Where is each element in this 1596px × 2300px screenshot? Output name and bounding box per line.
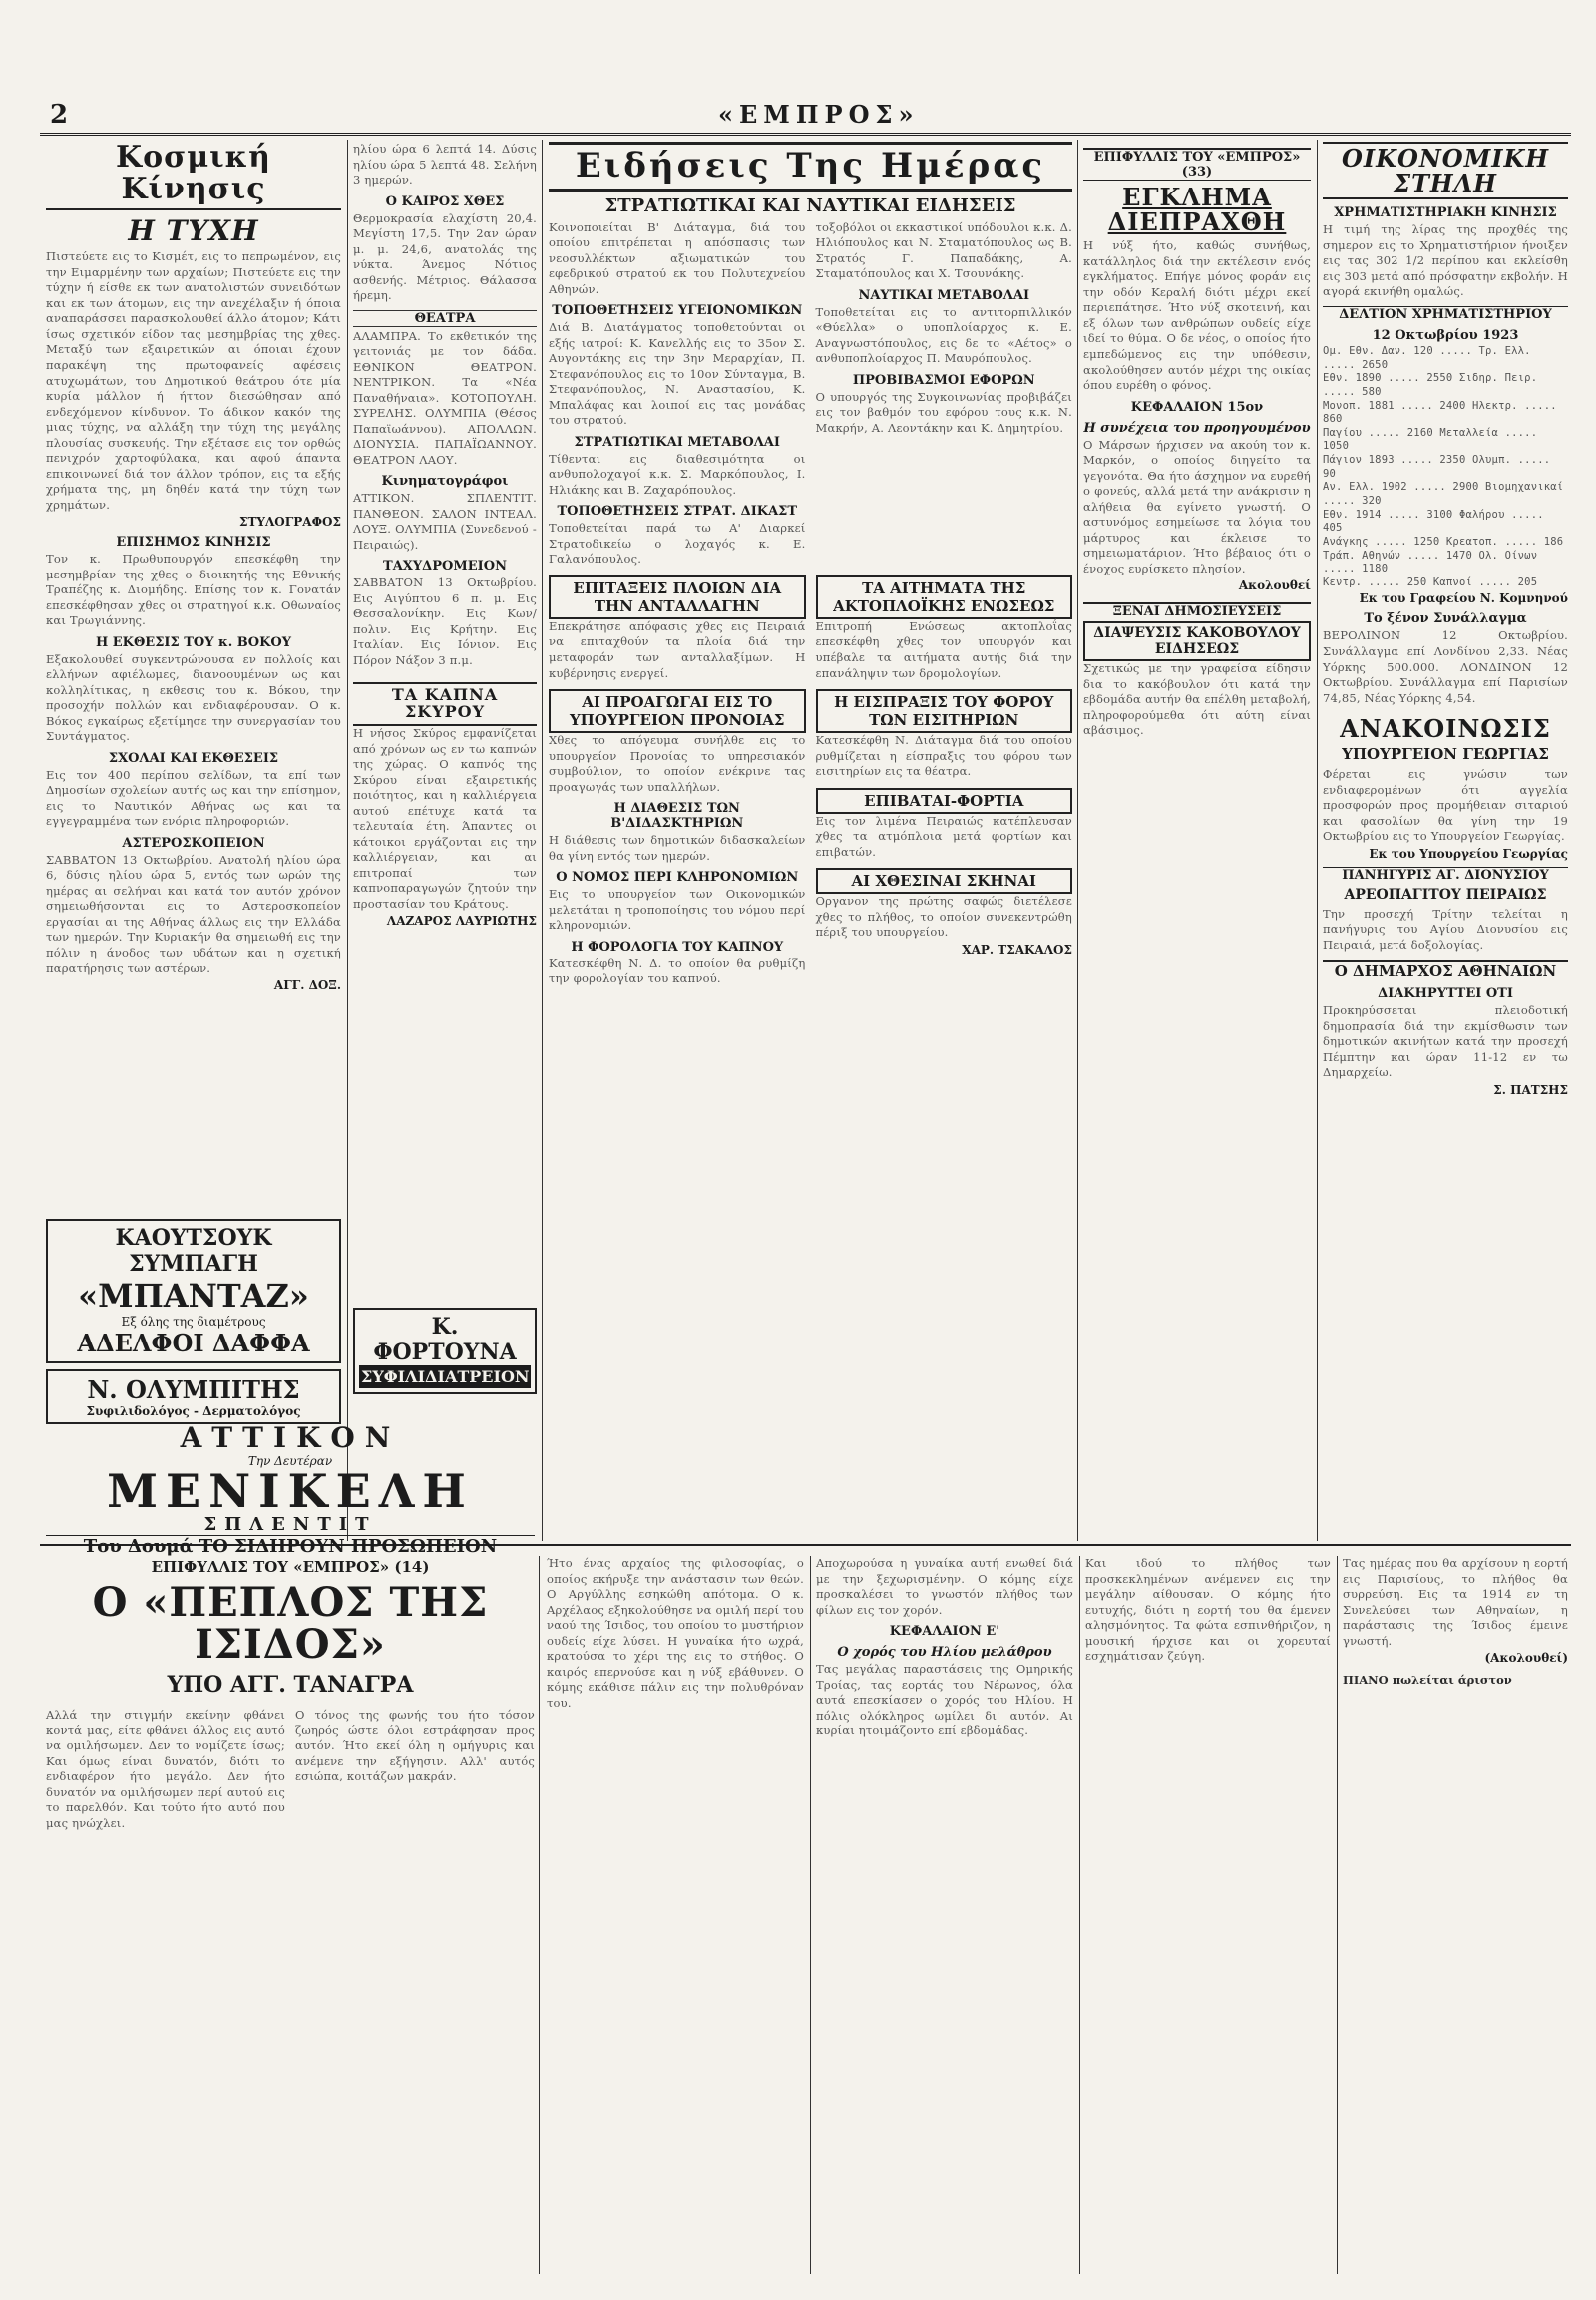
weather-intro: ηλίου ώρα 6 λεπτά 14. Δύσις ηλίου ώρα 5 λεπτά 48. Σελήνη 3 ημερών. xyxy=(353,142,537,188)
ad-caoutchouc xyxy=(46,1219,341,1363)
theatre-body: ΑΛΑΜΠΡΑ. Το εκθετικόν της γειτονιάς με τον δάδα. ΕΘΝΙΚΟΝ ΘΕΑΤΡΟΝ. ΝΕΝΤΡΙΚΟΝ. Τα «Νέα Παναθήναια». ΚΟΤΟΠΟΥΛΗ. ΣΥΡΕΛΗΣ. ΟΛΥΜΠΙΑ (Θέσος Παπαϊωάννου). ΑΠΟΛΛΩΝ. ΔΙΟΝΥΣΙΑ. ΠΑΠΑΪΩΑΝΝΟΥ. ΘΕΑΤΡΟΝ ΛΑΟΥ. xyxy=(353,328,537,467)
mail-body: ΣΑΒΒΑΤΟΝ 13 Οκτωβρίου. Εις Αιγύπτου 6 π. μ. Εις Θεσσαλονίκην. Εις Κων/πολιν. Εις Κρήτην. Εις Ιταλίαν. Εις Ιόνιον. Εις Πόρον Νάξον 3 π.μ. xyxy=(353,575,537,667)
box-ticket-tax: Η ΕΙΣΠΡΑΞΙΣ ΤΟΥ ΦΟΡΟΥ ΤΩΝ ΕΙΣΙΤΗΡΙΩΝ xyxy=(816,689,1073,733)
notice-body: Σχετικώς με την γραφείσα είδησιν δια το κακόβουλον ότι κατά την εβδομάδα αυτήν θα επέλθη μεταβολή, πληροφορούμεθα ότι αύτη είναι αβάσιμος. xyxy=(1083,661,1311,738)
economy-title: ΟΙΚΟΝΟΜΙΚΗ ΣΤΗΛΗ xyxy=(1323,142,1568,199)
weather-head: Ο ΚΑΙΡΟΣ ΧΘΕΣ xyxy=(385,193,505,209)
ad-film-line: Του Δουμά ΤΟ ΣΙΔΗΡΟΥΝ ΠΡΟΣΩΠΕΙΟΝ xyxy=(46,1535,535,1557)
serial-chapter: ΚΕΦΑΛΑΙΟΝ 15ον xyxy=(1130,399,1264,415)
ephors-body: Ο υπουργός της Συγκοινωνίας προβιβάζει εις τον βαθμόν του εφόρου τους κ.κ. Ν. Μακρήν, Α. Λεοντάκην και Κ. Δημητρίου. xyxy=(815,389,1072,435)
ad-cinema xyxy=(46,1421,535,1557)
bourse-table: Ομ. Εθν. Δαν. 120 ..... Τρ. Ελλ. ..... 2650 Εθν. 1890 ..... 2550 Σιδηρ. Πειρ. ..... 580 Μονοπ. 1881 ..... 2400 Ηλεκτρ. ..... 860 Παγίου ..... 2160 Μεταλλεία ..... 1050 Πάγιον 1893 ..... 2350 Ολυμπ. ..... 90 Αν. Ελλ. 1902 ..... 2900 Βιομηχανικαί ..... 320 Εθν. 1914 ..... 3100 Φαλήρου ..... 405 Ανάγκης ..... 1250 Κρεατοπ. ..... 186 Τράπ. Αθηνών ..... 1470 Ολ. Οίνων ..... 1180 Κεντρ. ..... 250 Καπνοί ..... 205 xyxy=(1323,344,1564,588)
column-rule xyxy=(542,140,543,1541)
serial2-body-c: Ήτο ένας αρχαίος της φιλοσοφίας, ο οποίος εκήρυξε την ανάστασιν των θεών. Ο Αργύλλης εσηκώθη απότομα. Ο κ. Αρχέλαος εξηκολούθησε να ομιλή περί του ναού της Ίσιδος, του οποίου το μυστήριον ουδείς είχε λύσει. Η γυναίκα ήτο ωχρά, κρατούσα το χέρι της εις το στήθος. Ο καιρός επερνούσε και η νύξ εβάθυνεν. Ο κόμης εκάθισε πάλιν εις την πολυθρόναν του. xyxy=(547,1556,804,1710)
serial2-body-a: Αλλά την στιγμήν εκείνην φθάνει κοντά μας, είτε φθάνει άλλος εις αυτό να ομιλήσωμεν. Δεν το νομίζετε ίσως; Και όμως είναι δυνατόν, διότι το ενδιαφέρον ήτο μεγάλο. Δεν ήτο δυνατόν να ομιλήσωμεν περί αυτού εις το παρελθόν. Και τούτο ήτο αυτό που μας ηνώχλει. xyxy=(46,1708,285,1830)
subhead-observatory: ΑΣΤΕΡΟΣΚΟΠΕΙΟΝ xyxy=(122,835,265,851)
law-head: Ο ΝΟΜΟΣ ΠΕΡΙ ΚΛΗΡΟΝΟΜΙΩΝ xyxy=(556,870,799,886)
box-scenes: ΑΙ ΧΘΕΣΙΝΑΙ ΣΚΗΝΑΙ xyxy=(816,868,1073,894)
ad-bantaz-sub: Εξ όλης της διαμέτρους xyxy=(121,1315,266,1329)
scenes-body: Οργανον της πρώτης σαφώς διετέλεσε χθες το πλήθος, το οποίον συνεκεντρώθη πέριξ του υπουργείου. xyxy=(815,894,1072,940)
judge-head: ΤΟΠΟΘΕΤΗΣΕΙΣ ΣΤΡΑΤ. ΔΙΚΑΣΤ xyxy=(557,504,798,520)
box-promotions: ΑΙ ΠΡΟΑΓΩΓΑΙ ΕΙΣ ΤΟ ΥΠΟΥΡΓΕΙΟΝ ΠΡΟΝΟΙΑΣ xyxy=(549,689,806,733)
column-rule xyxy=(1337,1556,1338,2274)
serial2-col2 xyxy=(547,1556,804,2274)
column-serial xyxy=(1083,142,1311,1538)
military-subhead: ΣΤΡΑΤΙΩΤΙΚΑΙ ΚΑΙ ΝΑΥΤΙΚΑΙ ΕΙΔΗΣΕΙΣ xyxy=(604,194,1016,216)
serial-sig: Ακολουθεί xyxy=(1238,578,1311,593)
serial-title: ΕΓΚΛΗΜΑ ΔΙΕΠΡΑΧΘΗ xyxy=(1107,183,1287,237)
mayor-sub: ΔΙΑΚΗΡΥΤΤΕΙ ΟΤΙ xyxy=(1378,986,1513,1002)
court-title: ΑΡΕΟΠΑΓΙΤΟΥ ΠΕΙΡΑΙΩΣ xyxy=(1344,886,1547,903)
exhibition-body: Εξακολουθεί συγκεντρώνουσα εν πολλοίς και ελλήνων αφιέλωμες, διανοουμένων ως και κολληλίτικας, η εκθεσις του κ. Βόκου, την προσοχήν πολλών και ενδιαφέρουσαν. Ο κ. Βόκος εγκαίρως εξετίμησε την συνεργασίαν του Συντάγματος. xyxy=(46,651,341,744)
ad-film-sub: ΣΠΛΕΝΤΙΤ xyxy=(203,1514,377,1535)
serial2-col4 xyxy=(1085,1556,1331,2274)
bourse-credit: Εκ του Γραφείου Ν. Κομνηνού xyxy=(1359,591,1568,606)
subhead-schools: ΣΧΟΛΑΙ ΚΑΙ ΕΚΘΕΣΕΙΣ xyxy=(108,750,279,766)
social-title: Κοσμική Κίνησις xyxy=(46,142,341,210)
ad-film: ΜΕΝΙΚΕΛΗ xyxy=(107,1464,474,1518)
column-rule xyxy=(347,140,348,1541)
coastal-body: Επιτροπή Ενώσεως ακτοπλοΐας επεσκέφθη χθες τον υπουργόν και υπέβαλε τα αιτήματα αυτής διά την επανάληψιν των δρομολογίων. xyxy=(815,618,1072,680)
mayor-title: Ο ΔΗΜΑΡΧΟΣ ΑΘΗΝΑΙΩΝ xyxy=(1323,960,1568,980)
serial2-chapter-sub: Ο χορός του Ηλίου μελάθρου xyxy=(837,1645,1052,1661)
serial2-label: ΕΠΙΦΥΛΛΙΣ ΤΟΥ «ΕΜΠΡΟΣ» (14) xyxy=(151,1558,430,1576)
ad-doctor-sub: Συφιλιδολόγος - Δερματολόγος xyxy=(86,1404,301,1418)
ministry-body: Φέρεται εις γνώσιν των ενδιαφερομένων ότι αγγελία προσφορών προς προμήθειαν σιταριού και φασολίων θα γίνη την 19 Οκτωβρίου εις το Υπουργείον Γεωργίας. xyxy=(1323,767,1568,844)
official-body: Τον κ. Πρωθυπουργόν επεσκέφθη την μεσημβρίαν της χθες ο διοικητής της Εθνικής Τραπέζης κ. Διομήδης. Επίσης τον κ. Γονατάν επεσκέφθησαν χθες οι στρατηγοί κ.κ. Οθωναίος και Τρωγιάννης. xyxy=(46,552,341,628)
box-ships: ΕΠΙΤΑΞΕΙΣ ΠΛΟΙΩΝ ΔΙΑ ΤΗΝ ΑΝΤΑΛΛΑΓΗΝ xyxy=(549,575,806,619)
ad-monday: Την Δευτέραν xyxy=(247,1454,333,1468)
economy-body: Η τιμή της λίρας της προχθές της σημερον εις το Χρηματιστήριον ήνοιξεν εις τας 302 1/2 περίπου και εκλείσθη εις 303 μετά από πρόσφατην εκβολήν. Η αγορά εκινήθη ομαλώς. xyxy=(1323,222,1568,299)
court-body: Την προσεχή Τρίτην τελείται η πανήγυρις του Αγίου Διονυσίου εις Πειραιά, μετά δοξολογίας. xyxy=(1323,906,1568,952)
tobacco-signature: ΛΑΖΑΡΟΣ ΛΑΥΡΙΩΤΗΣ xyxy=(386,914,537,929)
ticket-tax-body: Κατεσκέφθη Ν. Διάταγμα διά του οποίου ρυθμίζεται η είσπραξις του φόρου των εισιτηρίων εις τα θέατρα. xyxy=(815,733,1072,779)
page-number: 2 xyxy=(50,100,69,130)
notice-title: ΔΙΑΨΕΥΣΙΣ ΚΑΚΟΒΟΥΛΟΥ ΕΙΔΗΣΕΩΣ xyxy=(1083,621,1311,661)
column-daily-news xyxy=(549,142,1072,1538)
placements-head: ΤΟΠΟΘΕΤΗΣΕΙΣ ΥΓΕΙΟΝΟΜΙΚΩΝ xyxy=(552,303,803,319)
serial2-author: ΥΠΟ ΑΓΓ. ΤΑΝΑΓΡΑ xyxy=(167,1672,414,1698)
ad-caoutchouc-title: ΚΑΟΥΤΣΟΥΚ ΣΥΜΠΑΓΗ xyxy=(115,1225,272,1277)
mayor-sig: Σ. ΠΑΤΣΗΣ xyxy=(1493,1082,1568,1097)
ad-doctor-name: Ν. ΟΛΥΜΠΙΤΗΣ xyxy=(87,1375,300,1404)
tobacco-tax-head: Η ΦΟΡΟΛΟΓΙΑ ΤΟΥ ΚΑΠΝΟΥ xyxy=(571,939,784,955)
weather-body: Θερμοκρασία ελαχίστη 20,4. Μεγίστη 17,5. Την 2αν ώραν μ. μ. 24,6, ανατολάς της νύκτα. Άνεμος Νότιος ασθενής. Μέτριος. Θάλασσα ήρεμη. xyxy=(353,210,537,303)
mail-head: ΤΑΧΥΔΡΟΜΕΙΟΝ xyxy=(383,559,507,575)
judge-body: Τοποθετείται παρά τω Α' Διαρκεί Στρατοδικείω ο λοχαγός κ. Ε. Γαλανόπουλος. xyxy=(549,521,806,567)
serial2-body-g: Τας ημέρας που θα αρχίσουν η εορτή εις Παρισίους, το πλήθος θα συρρεύση. Εις τα 1914 εν τη Συνελεύσει των Αθηναίων, η παράστασις της Ίσιδος έμεινε γνωστή. xyxy=(1343,1556,1568,1648)
ad-fortuna xyxy=(353,1308,537,1394)
serial2-body-e: Τας μεγάλας παραστάσεις της Ομηρικής Τροίας, τας εορτάς του Νέρωνος, όλα αυτά επεσκίασεν ο χορός του Ηλίου. Η πόλις ολόκληρος ωμίλει δι' αυτόν. Αι κυρίαι ητοιμάζοντο επί εβδομάδας. xyxy=(816,1662,1073,1738)
schools-head: Η ΔΙΑΘΕΣΙΣ ΤΩΝ Β'ΔΙΔΑΣΚΤΗΡΙΩΝ xyxy=(610,801,744,832)
theatre-head: ΘΕΑΤΡΑ xyxy=(353,310,537,327)
navy-body: Τοποθετείται εις το αντιτορπιλλικόν «Θύελλα» ο υποπλοίαρχος κ. Ε. Αναγνωστόπουλος, εις δε το «Αέτος» ο ανθυποπλοίαρχος Π. Μαυρόπουλος. xyxy=(815,304,1072,366)
serial2-body-f: Και ιδού το πλήθος των προσκεκλημένων ανέμενεν εις την μεγάλην αίθουσαν. Ο κόμης ήτο ευτυχής, διότι η εορτή του θα έμενεν αλησμόνητος. Τα φώτα εσπινθήριζον, η μουσική ήρχισε και οι χορευταί εσχημάτισαν ζεύγη. xyxy=(1085,1556,1331,1664)
cinema-head: Κινηματογράφοι xyxy=(381,474,509,490)
announcements-title: ΑΝΑΚΟΙΝΩΣΙΣ xyxy=(1340,714,1551,744)
paper-name: «ΕΜΠΡΟΣ» xyxy=(718,100,920,129)
observatory-body: ΣΑΒΒΑΤΟΝ 13 Οκτωβρίου. Ανατολή ηλίου ώρα 6, δύσις ηλίου ώρα 5, εντός των ωρών της ημέρας αι σελήναι και κατά τον αυτόν χρόνον σημειωθήσονται εις το Αστεροσκοπείον εργασίαι αι της Αθήνας άλλως εις την Ελλάδα των ημερών. Την Κυριακήν θα σημειωθή εις την πόλιν η άνοδος των υδάτων και η σχετική παρατήρησις των αστέρων. xyxy=(46,852,341,975)
foreign-body: ΒΕΡΟΛΙΝΟΝ 12 Οκτωβρίου. Συνάλλαγμα επί Λονδίνου 2,33. Νέας Υόρκης 500.000. ΛΟΝΔΙΝΟΝ 12 Οκτωβρίου. Συνάλλαγμα επί Παρισίων 74,85, Νέας Υόρκης 4,54. xyxy=(1323,628,1568,705)
column-news xyxy=(353,142,537,1209)
subhead-exhibition: Η ΕΚΘΕΣΙΣ ΤΟΥ κ. ΒΟΚΟΥ xyxy=(95,634,292,650)
column-rule xyxy=(1079,1556,1080,2274)
ad-fortuna-sub: ΣΥΦΙΛΙΔΙΑΤΡΕΙΟΝ xyxy=(361,1367,530,1386)
court-pre: ΠΑΝΗΓΥΡΙΣ ΑΓ. ΔΙΟΝΥΣΙΟΥ xyxy=(1323,867,1568,883)
law-body: Εις το υπουργείον των Οικονομικών μελετάται η τροποποίησις του νόμου περί κληρονομιών. xyxy=(549,887,806,933)
column-rule xyxy=(1317,140,1318,1541)
box-passengers: ΕΠΙΒΑΤΑΙ-ΦΟΡΤΙΑ xyxy=(816,788,1073,814)
tobacco-title: ΤΑ ΚΑΠΝΑ ΣΚΥΡΟΥ xyxy=(353,682,537,726)
cinema-body: ΑΤΤΙΚΟΝ. ΣΠΛΕΝΤΙΤ. ΠΑΝΘΕΟΝ. ΣΑΛΟΝ ΙΝΤΕΑΛ. ΛΟΥΞ. ΟΛΥΜΠΙΑ (Συνεδενού - Πειραιώς). xyxy=(353,491,537,552)
moves-head: ΣΤΡΑΤΙΩΤΙΚΑΙ ΜΕΤΑΒΟΛΑΙ xyxy=(574,434,780,450)
serial-body2: Ο Μάρσων ήρχισεν να ακούη τον κ. Μαρκόν, ο οποίος διηγείτο τα γεγονότα. Θα ήτο άσχημον να ευρεθή ο φονεύς, αλλά μετά την ανάκρισιν η αλήθεια θα εγίνετο γνωστή. Ο αστυνόμος εσημείωσε τα λόγια του μάρτυρος και έκλεισε το σημειωματάριον. Ήτο βέβαιος ότι ο ένοχος ευρίσκετο πλησίον. xyxy=(1083,437,1311,575)
column-economy xyxy=(1323,142,1568,1538)
serial2-col5 xyxy=(1343,1556,1568,2274)
ad-bantaz: «ΜΠΑΝΤΑΖ» xyxy=(78,1277,309,1315)
ads-middle xyxy=(353,1302,537,1411)
article-body: Πιστεύετε εις το Κισμέτ, εις το πεπρωμένον, εις την Ειμαρμένην των αρχαίων; Πιστεύετε εις την τύχην ή είσθε εκ των ανατολιστών συνειδότων και εκ των άτομων, εις την ανεχέλαξιν ή όποια αναπαράσσει παρασκολουθεί άλλο άτομον; Κάτι ίσως σχετικόν είδον τας μεσημβρίας της χθες. Μεταξύ των εξαιρετικών αι όποιαι έχουν παρακέψη της πρωτοφανείς αφέσεις ατυχωμάτων, του Δημοτικού θεάτρου ότε μία κυρία μάλλον ή ήττον διεσώθησαν από ενδεχόμενον κίνδυνον. Το άδικον κακόν της μιας τύχης, να αλλάξη την τύχη της μεγάλης πλουσίας συσκευής. Την εξέτασε εις τον ορθώς πενιχρόν χαρτοφύλακα, και αφού άπαντα επικοινωνεί διά τον άλλον τρόπον, εις τα εξής χρήματα της, μη δηθέν κατά την τύχη των χρημάτων. xyxy=(46,249,341,512)
serial-body: Η νύξ ήτο, καθώς συνήθως, κατάλληλος διά την εκτέλεσιν ενός εγκλήματος. Επήγε μόνος φοράν εις την οδόν Κεραλή διότι μέχρι εκεί περιεπάτησε. Ήτο νύξ σκοτεινή, και εξ όλων των ανθρώπων ουδείς είχε ιδεί το θύμα. Ο δε νέος, ο οποίος ήτο εμπεδώμενος εις την υπόθεσιν, ακολούθησεν αυτόν μέχρι της οικίας όπου ευρέθη ο φόνος. xyxy=(1083,238,1311,393)
placements-body: Διά Β. Διατάγματος τοποθετούνται οι εξής ιατροί: Κ. Κανελλής εις το 35ον Σ. Αυγοντάκης εις την 3ην Μεραρχίαν, Π. Στεφανόπουλος εις το 10ον Σύνταγμα, Β. Στεφανόπουλος, Ν. Αναστασίου, Κ. Μπαλάφας και λοιποί εις τας μονάδας του στρατού. xyxy=(549,320,806,428)
serial2-col3 xyxy=(816,1556,1073,2274)
schools-body: Εις τον 400 περίπου σελίδων, τα επί των Δημοσίων σχολείων αυτής ως και την επίσημον, εις το Ναυτικόν Αθήνας ως και τα εγγεγραμμένα των ενόρια πληροφοριών. xyxy=(46,767,341,829)
serial2-chapter: ΚΕΦΑΛΑΙΟΝ Ε' xyxy=(889,1624,1000,1640)
ships-body: Επεκράτησε απόφασις χθες εις Πειραιά να επιταχθούν τα πλοία διά την μεταφοράν των ανταλλαξίμων. Η κυβέρνησις ενεργεί. xyxy=(549,618,806,680)
military-body: Κοινοποιείται Β' Διάταγμα, διά του οποίου επιτρέπεται η απόσπασις των νεοσυλλέκτων αξιωματικών του εφεδρικού στρατού εκ του Πολυτεχνείου Αθηνών. xyxy=(549,219,806,296)
ad-fortuna-name: Κ. ΦΟΡΤΟΥΝΑ xyxy=(373,1314,517,1365)
daily-news-title: Ειδήσεις Της Ημέρας xyxy=(549,142,1072,192)
scenes-signature: ΧΑΡ. ΤΣΑΚΑΛΟΣ xyxy=(962,942,1072,957)
column-rule xyxy=(810,1556,811,2274)
bourse-head: ΔΕΛΤΙΟΝ ΧΡΗΜΑΤΙΣΤΗΡΙΟΥ xyxy=(1323,306,1568,322)
navy-intro: τοξοβόλοι οι εκκαστικοί υπόδουλοι κ.κ. Δ. Ηλιόπουλος και Ν. Σταματόπουλος ως Β. Στρατός Γ. Παπαδάκης, Α. Σταματόπουλος και Χ. Τσουνάκης. xyxy=(815,219,1072,281)
bourse-date: 12 Οκτωβρίου 1923 xyxy=(1372,327,1519,343)
promotions-body: Χθες το απόγευμα συνήλθε εις το υπουργείον Προνοίας το υπηρεσιακόν συμβούλιον, το οποίον ενέκρινε τας προαγωγάς των υπαλλήλων. xyxy=(549,733,806,794)
tobacco-tax-body: Κατεσκέφθη Ν. Δ. το οποίον θα ρυθμίζη την φορολογίαν του καπνού. xyxy=(549,956,806,986)
serial2-title: Ο «ΠΕΠΛΟΣ ΤΗΣ ΙΣΙΔΟΣ» xyxy=(92,1579,489,1668)
serial2-body-d: Αποχωρούσα η γυναίκα αυτή ενωθεί διά με την ξεχωρισμένην. Ο κόμης είχε προσκαλέσει το γνωστόν πλήθος των φίλων εις τον χορόν. xyxy=(816,1556,1073,1617)
serial-chapter-sub: Η συνέχεια του προηγουμένου xyxy=(1083,420,1311,436)
moves-body: Τίθενται εις διαθεσιμότητα οι ανθυπολοχαγοί κ.κ. Σ. Μαρκόπουλος, Ι. Ηλιάκης και Β. Ζαχαρόπουλος. xyxy=(549,451,806,497)
ad-attikon: ΑΤΤΙΚΟΝ xyxy=(180,1421,401,1454)
ephors-head: ΠΡΟΒΙΒΑΣΜΟΙ ΕΦΟΡΩΝ xyxy=(852,372,1035,388)
serial2-body-b: Ο τόνος της φωνής του ήτο τόσον ζωηρός ώστε όλοι εστράφησαν προς αυτόν. Ήτο εκεί όλη η ομήγυρις και ανέμενε την εξήγησιν. Αλλ' αυτός εσιώπα, κοιτάζων μακράν. xyxy=(295,1708,535,1784)
column-rule xyxy=(1077,140,1078,1541)
article-signature: ΣΤΥΛΟΓΡΑΦΟΣ xyxy=(239,515,341,530)
serial2-sig: (Ακολουθεί) xyxy=(1484,1651,1568,1666)
serial-label: ΕΠΙΦΥΛΛΙΣ ΤΟΥ «ΕΜΠΡΟΣ» (33) xyxy=(1083,148,1311,181)
mayor-body: Προκηρύσσεται πλειοδοτική δημοπρασία διά την εκμίσθωσιν των δημοτικών ακινήτων κατά την προσεχή Πέμπτην και ώραν 11-12 εν τω Δημαρχείω. xyxy=(1323,1003,1568,1080)
tobacco-body: Η νήσος Σκύρος εμφανίζεται από χρόνων ως εν τω καπνών της χώρας. Ο καπνός της Σκύρου είναι εξαιρετικής ποιότητος, και η καλλιέργεια αυτού επέτυχε κατά τα τελευταία έτη. Άπαντες οι κάτοικοι εργάζονται εις την καλλιέργειαν, και αι επιτροπαί των καπνοπαραγωγών ζητούν την προστασίαν του Κράτους. xyxy=(353,726,537,911)
economy-sub: ΧΡΗΜΑΤΙΣΤΗΡΙΑΚΗ ΚΙΝΗΣΙΣ xyxy=(1334,205,1557,221)
footer-ad: ΠΙΑΝΟ πωλείται άριστον xyxy=(1343,1673,1512,1688)
serial2-header-col xyxy=(46,1552,535,2275)
column-social xyxy=(46,142,341,1209)
ad-doctor xyxy=(46,1369,341,1424)
column-rule xyxy=(539,1556,540,2274)
ad-brothers: ΑΔΕΛΦΟΙ ΔΑΦΦΑ xyxy=(77,1329,310,1357)
article-title: Η ΤΥΧΗ xyxy=(128,214,259,247)
box-coastal: ΤΑ ΑΙΤΗΜΑΤΑ ΤΗΣ ΑΚΤΟΠΛΟΪΚΗΣ ΕΝΩΣΕΩΣ xyxy=(816,575,1073,619)
foreign-head: Το ξένον Συνάλλαγμα xyxy=(1364,611,1527,627)
passengers-body: Εις τον λιμένα Πειραιώς κατέπλευσαν χθες τα ατμόπλοια μετά φορτίων και επιβατών. xyxy=(815,813,1072,859)
navy-head: ΝΑΥΤΙΚΑΙ ΜΕΤΑΒΟΛΑΙ xyxy=(858,287,1030,303)
sig-angelos: ΑΓΓ. ΔΟΞ. xyxy=(273,978,341,993)
schools-body2: Η διάθεσις των δημοτικών διδασκαλείων θα γίνη εντός των ημερών. xyxy=(549,833,806,863)
notices-head: ΞΕΝΑΙ ΔΗΜΟΣΙΕΥΣΕΙΣ xyxy=(1083,602,1311,619)
subhead-official: ΕΠΙΣΗΜΟΣ ΚΙΝΗΣΙΣ xyxy=(116,535,271,551)
ministry-sig: Εκ του Υπουργείου Γεωργίας xyxy=(1369,846,1568,861)
ministry-head: ΥΠΟΥΡΓΕΙΟΝ ΓΕΩΡΓΙΑΣ xyxy=(1342,745,1549,764)
